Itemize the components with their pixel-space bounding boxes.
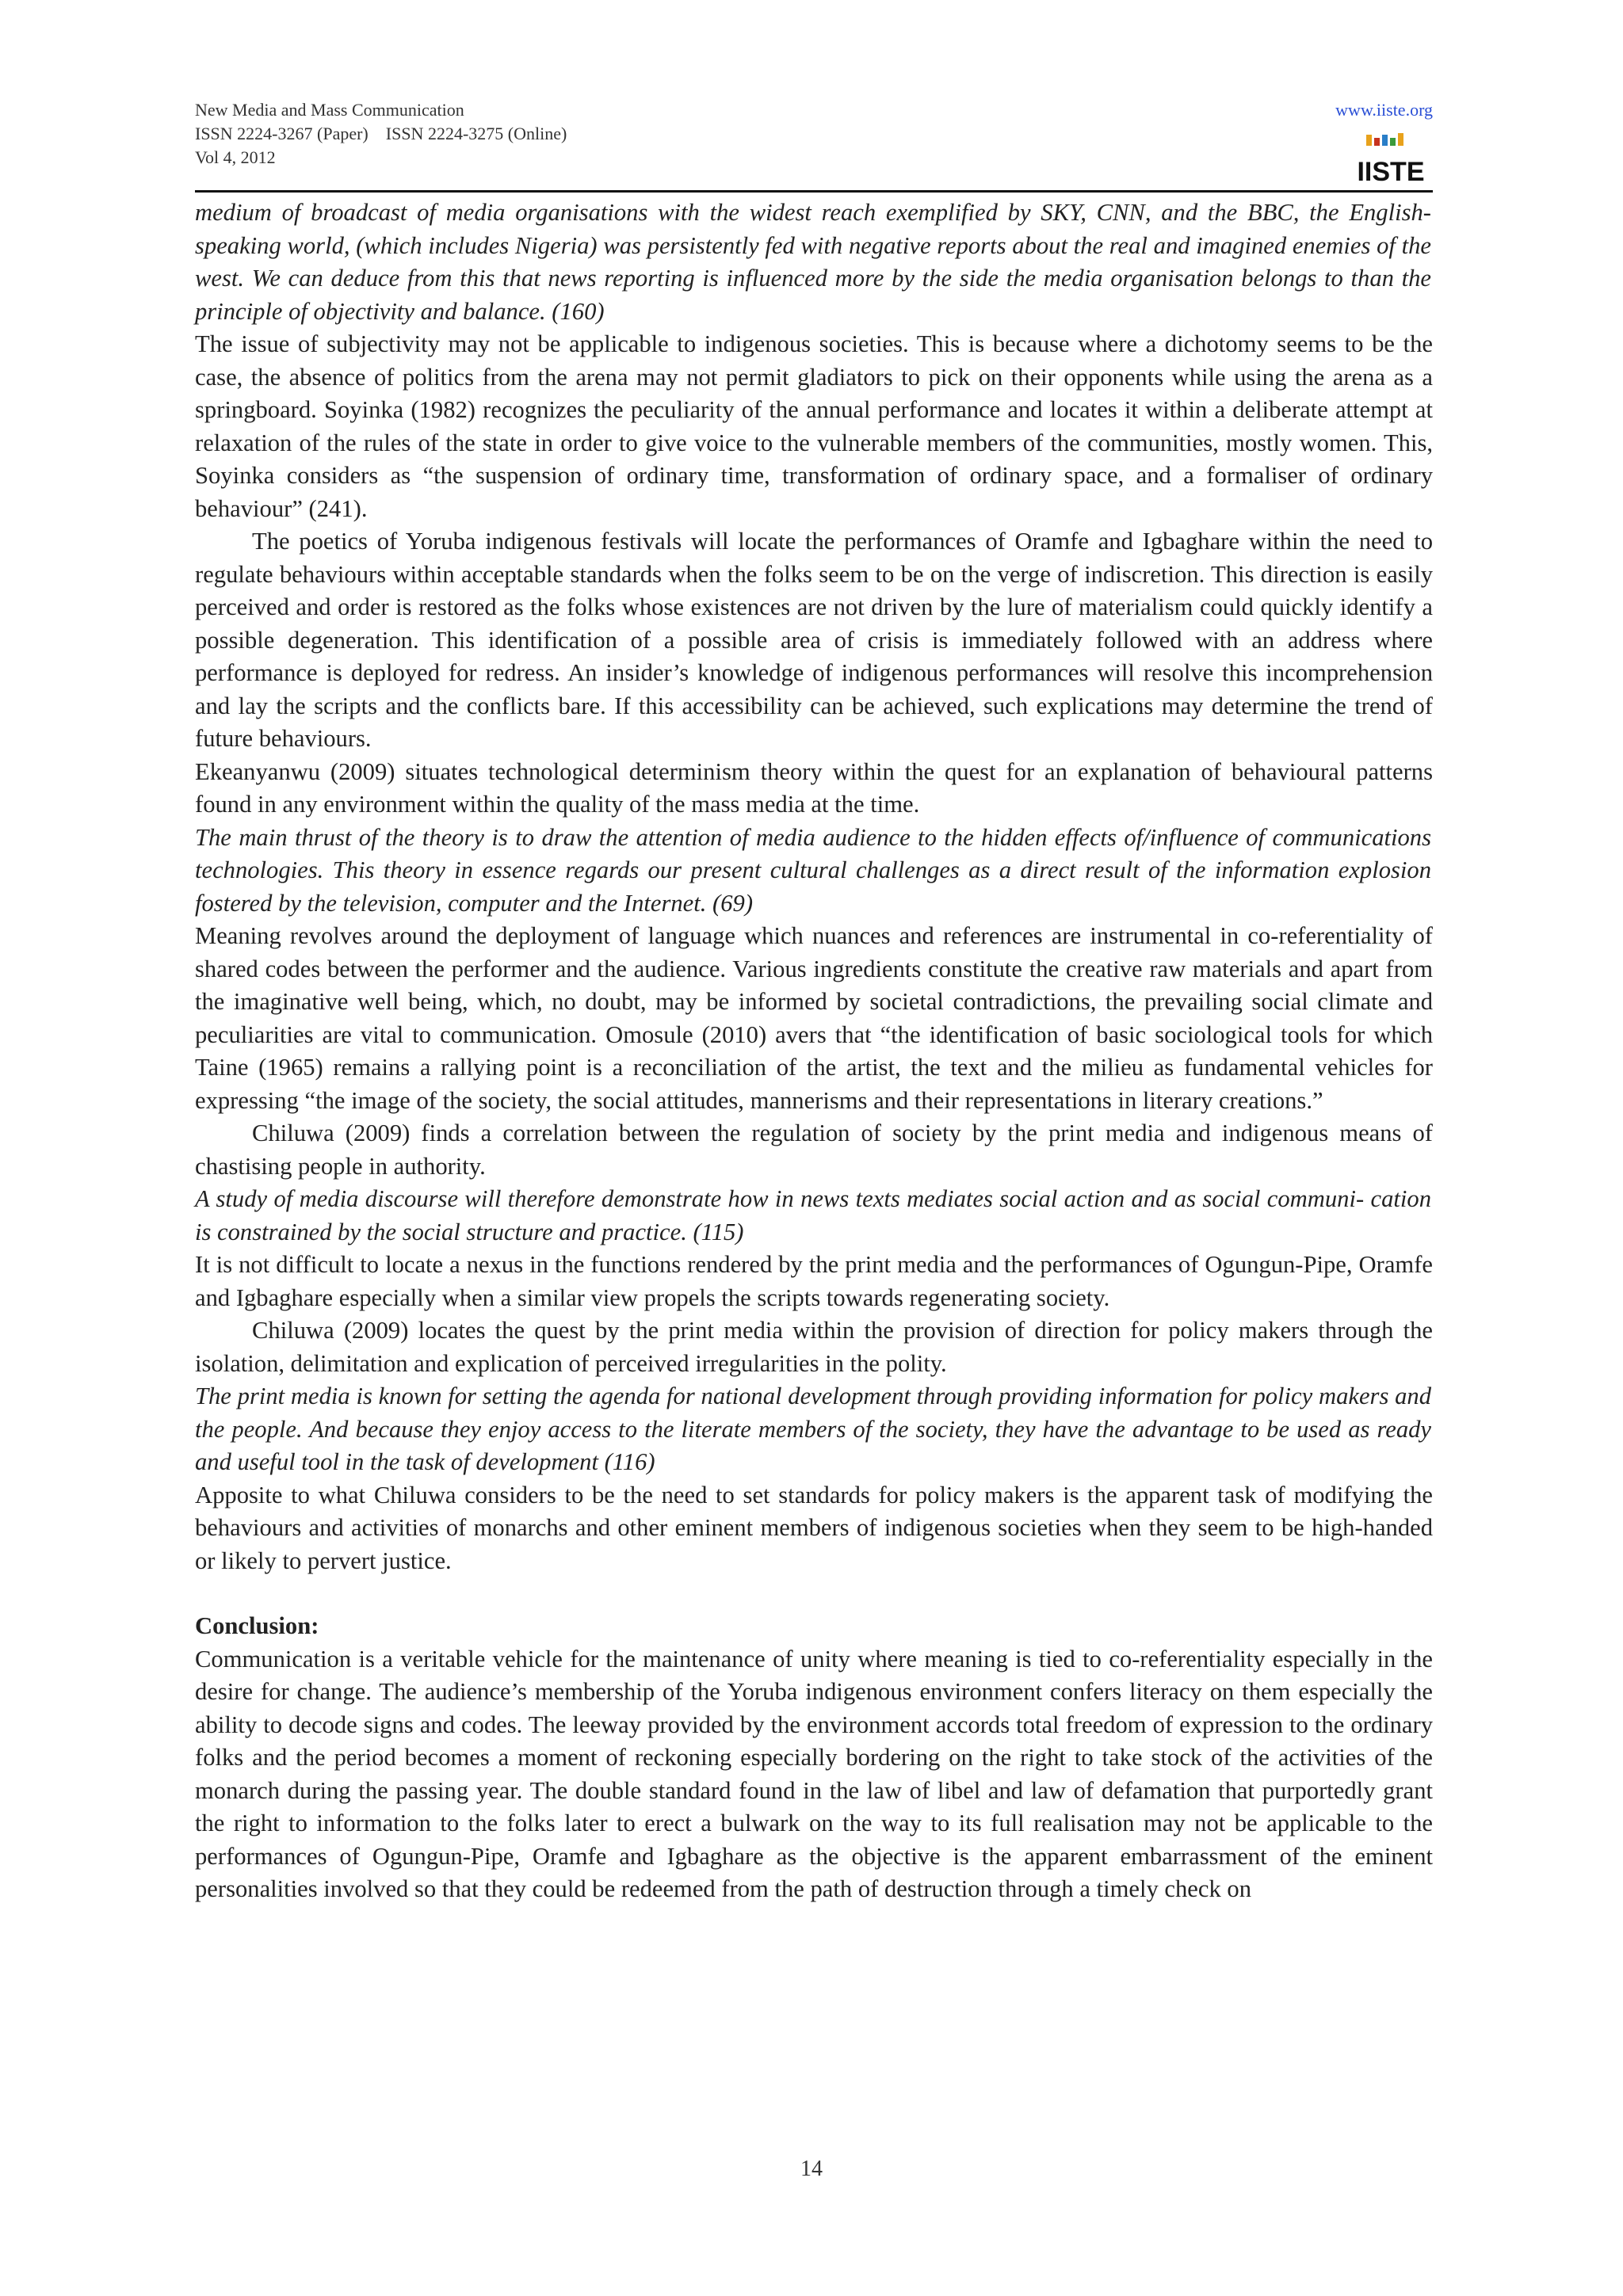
block-quote-2: The main thrust of the theory is to draw the attention of media audience to the hidden effects of/influence of communications technologies. This theory in essence regards our present cultural challenges as a direct result of the information explosion fostered by the television, computer and the Internet. (69) <box>195 823 1431 917</box>
issn-line: ISSN 2224-3267 (Paper) ISSN 2224-3275 (Online) <box>195 124 567 143</box>
paragraph-7: Chiluwa (2009) locates the quest by the print media within the provision of direction for policy makers through the isolation, delimitation and explication of perceived irregularities in the polity. <box>195 1317 1433 1377</box>
volume-line: Vol 4, 2012 <box>195 147 276 167</box>
paragraph-8: Apposite to what Chiluwa considers to be the need to set standards for policy makers is the apparent task of modifying the behaviours and activities of monarchs and other eminent members of indigenous societies when they seem to be high-handed or likely to pervert justice. <box>195 1481 1433 1574</box>
page-number: 14 <box>800 2157 823 2181</box>
journal-title: New Media and Mass Communication <box>195 100 464 120</box>
block-quote-4: The print media is known for setting the agenda for national development through providing information for policy makers and the people. And because they enjoy access to the literate members of the society, they have the advantage to be used as ready and useful tool in the task of development (116) <box>195 1383 1431 1475</box>
paragraph-5: Chiluwa (2009) finds a correlation between the regulation of society by the print media and indigenous means of chastising people in authority. <box>195 1119 1433 1180</box>
paragraph-6: It is not difficult to locate a nexus in the functions rendered by the print media and the performances of Ogungun-Pipe, Oramfe and Igbaghare especially when a similar view propels the scripts towards regenerating society. <box>195 1251 1433 1311</box>
conclusion-heading: Conclusion: <box>195 1612 319 1639</box>
logo-text: IISTE <box>1357 157 1425 187</box>
page-header <box>195 98 1433 192</box>
iiste-logo <box>1357 133 1425 187</box>
paragraph-4: Meaning revolves around the deployment of language which nuances and references are instrumental in co-referentiality of shared codes between the performer and the audience. Various ingredients constitute the creative raw materials and apart from the imaginative well being, which, no doubt, may be informed by societal contradictions, the prevailing social climate and peculiarities are vital to communication. Omosule (2010) avers that “the identification of basic sociological tools for which Taine (1965) remains a rallying point is a reconciliation of the artist, the text and the milieu as fundamental vehicles for expressing “the image of the society, the social attitudes, mannerisms and their representations in literary creations.” <box>195 922 1433 1114</box>
section-gap <box>195 1577 1433 1610</box>
journal-info <box>195 98 567 170</box>
website-link[interactable]: www.iiste.org <box>1335 100 1433 120</box>
header-rule <box>195 190 1433 193</box>
paragraph-1: The issue of subjectivity may not be applicable to indigenous societies. This is because where a dichotomy seems to be the case, the absence of politics from the arena may not permit gladiators to pick on their opponents while using the arena as a springboard. Soyinka (1982) recognizes the peculiarity of the annual performance and locates it within a deliberate attempt at relaxation of the rules of the state in order to give voice to the vulnerable members of the communities, mostly women. This, Soyinka considers as “the suspension of ordinary time, transformation of ordinary space, and a formaliser of ordinary behaviour” (241). <box>195 330 1433 522</box>
block-quote-1: medium of broadcast of media organisations with the widest reach exemplified by SKY, CNN, and the BBC, the English-speaking world, (which includes Nigeria) was persistently fed with negative reports about the real and imagined enemies of the west. We can deduce from this that news reporting is influenced more by the side the media organisation belongs to than the principle of objectivity and balance. (160) <box>195 199 1431 325</box>
paragraph-2: The poetics of Yoruba indigenous festivals will locate the performances of Oramfe and Igbaghare within the need to regulate behaviours within acceptable standards when the folks seem to be on the verge of indiscretion. This direction is easily perceived and order is restored as the folks whose existences are not driven by the lure of materialism could quickly identify a possible degeneration. This identification of a possible area of crisis is immediately followed with an address where performance is deployed for redress. An insider’s knowledge of indigenous performances will resolve this incomprehension and lay the scripts and the conflicts bare. If this accessibility can be achieved, such explications may determine the trend of future behaviours. <box>195 528 1433 752</box>
paragraph-9: Communication is a veritable vehicle for the maintenance of unity where meaning is tied to co-referentiality especially in the desire for change. The audience’s membership of the Yoruba indigenous environment confers literacy on them especially the ability to decode signs and codes. The leeway provided by the environment accords total freedom of expression to the ordinary folks and the period becomes a moment of reckoning especially bordering on the right to take stock of the activities of the monarch during the passing year. The double standard found in the law of libel and law of defamation that purportedly grant the right to information to the folks later to erect a bulwark on the way to its full realisation may not be applicable to the performances of Ogungun-Pipe, Oramfe and Igbaghare as the objective is the apparent embarrassment of the eminent personalities involved so that they could be redeemed from the path of destruction through a timely check on <box>195 1645 1433 1902</box>
paragraph-3: Ekeanyanwu (2009) situates technological determinism theory within the quest for an explanation of behavioural patterns found in any environment within the quality of the mass media at the time. <box>195 757 1433 818</box>
block-quote-3: A study of media discourse will therefore demonstrate how in news texts mediates social action and as social communi- cation is constrained by the social structure and practice. (115) <box>195 1185 1431 1245</box>
article-body <box>195 196 1433 1906</box>
